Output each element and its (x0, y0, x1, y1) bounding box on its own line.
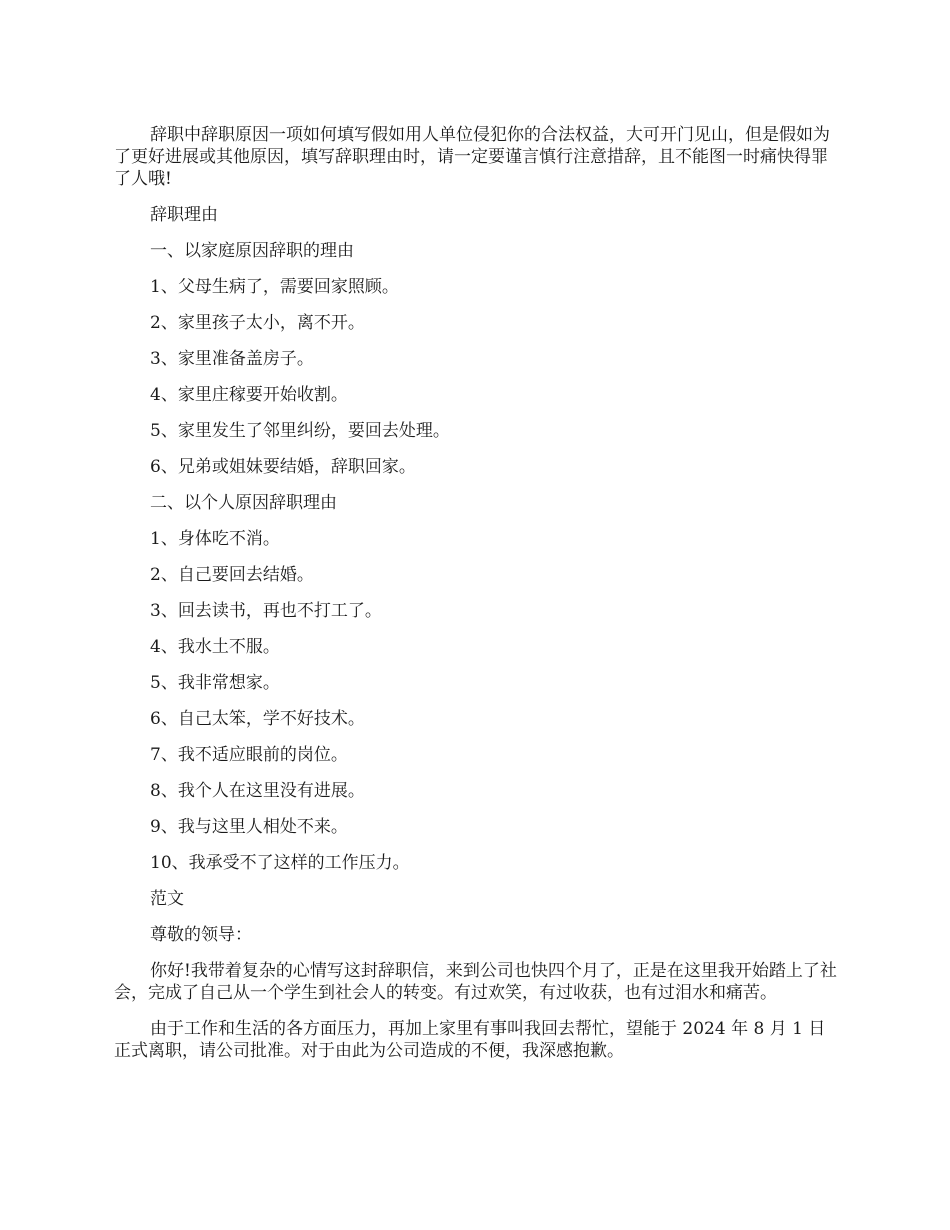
list-item: 4、我水土不服。 (150, 637, 280, 657)
list-item: 3、家里准备盖房子。 (150, 349, 314, 369)
letter-paragraph: 你好!我带着复杂的心情写这封辞职信，来到公司也快四个月了，正是在这里我开始踏上了社会，完成了自己从一个学生到社会人的转变。有过欢笑，有过收获，也有过泪水和痛苦。 (114, 961, 837, 1003)
list-item: 5、我非常想家。 (150, 673, 280, 693)
list-item: 5、家里发生了邻里纠纷，要回去处理。 (150, 421, 450, 441)
document-page (114, 124, 840, 1076)
letter-salutation: 尊敬的领导： (150, 925, 252, 945)
letter-paragraph: 由于工作和生活的各方面压力，再加上家里有事叫我回去帮忙，望能于 2024 年 8 月 1 日正式离职，请公司批准。对于由此为公司造成的不便，我深感抱歉。 (114, 1019, 826, 1061)
list-item: 6、兄弟或姐妹要结婚，辞职回家。 (150, 457, 416, 477)
list-item: 7、我不适应眼前的岗位。 (150, 745, 348, 765)
family-reasons-heading: 一、以家庭原因辞职的理由 (150, 241, 354, 261)
list-item: 2、自己要回去结婚。 (150, 565, 314, 585)
list-item: 4、家里庄稼要开始收割。 (150, 385, 348, 405)
sample-title: 范文 (150, 889, 184, 909)
list-item: 8、我个人在这里没有进展。 (150, 781, 365, 801)
list-item: 6、自己太笨，学不好技术。 (150, 709, 365, 729)
section-title: 辞职理由 (150, 205, 218, 225)
list-item: 10、我承受不了这样的工作压力。 (150, 853, 410, 873)
list-item: 3、回去读书，再也不打工了。 (150, 601, 382, 621)
intro-paragraph: 辞职中辞职原因一项如何填写假如用人单位侵犯你的合法权益，大可开门见山，但是假如为了更好进展或其他原因，填写辞职理由时，请一定要谨言慎行注意措辞，且不能图一时痛快得罪了人哦! (114, 125, 830, 189)
list-item: 9、我与这里人相处不来。 (150, 817, 348, 837)
list-item: 2、家里孩子太小，离不开。 (150, 313, 365, 333)
personal-reasons-heading: 二、以个人原因辞职理由 (150, 493, 337, 513)
list-item: 1、身体吃不消。 (150, 529, 280, 549)
list-item: 1、父母生病了，需要回家照顾。 (150, 277, 399, 297)
